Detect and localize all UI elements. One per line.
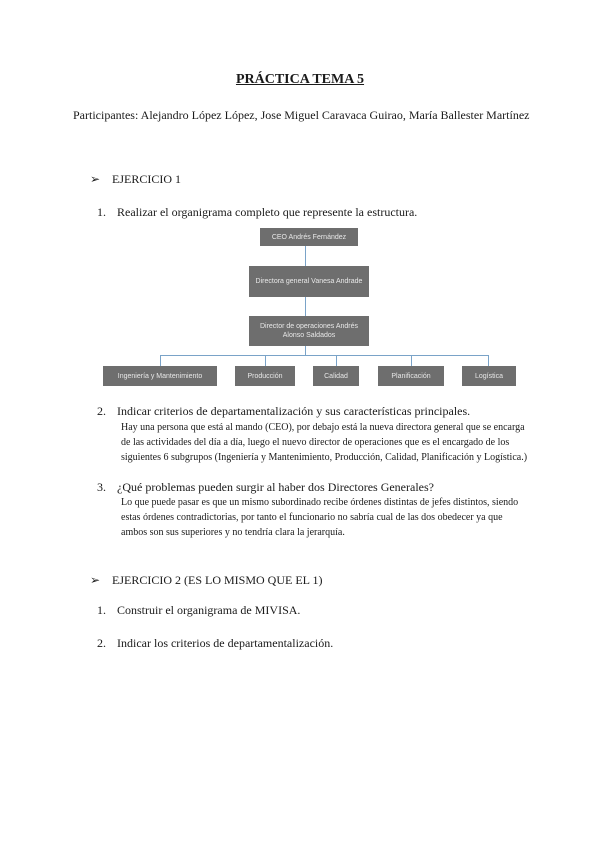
exercise-2-title: EJERCICIO 2 (ES LO MISMO QUE EL 1) — [112, 573, 323, 587]
connector-line — [305, 246, 306, 266]
org-box-department: Ingeniería y Mantenimiento — [103, 366, 217, 386]
exercise-1-title: EJERCICIO 1 — [112, 172, 181, 186]
connector-line — [336, 355, 337, 366]
item-text: Construir el organigrama de MIVISA. — [117, 603, 301, 617]
item-number: 1. — [97, 205, 106, 219]
item-text: Indicar los criterios de departamentalización. — [117, 636, 334, 650]
org-box-ceo: CEO Andrés Fernández — [260, 228, 358, 246]
org-box-department: Planificación — [378, 366, 444, 386]
page-title: PRÁCTICA TEMA 5 — [235, 72, 365, 87]
item-text: Indicar criterios de departamentalización y sus características principales. — [117, 404, 471, 418]
item-text: ¿Qué problemas pueden surgir al haber dos Directores Generales? — [117, 480, 434, 494]
org-box-director-operaciones: Director de operaciones Andrés Alonso Saldados — [249, 316, 369, 346]
bullet-arrow-icon: ➢ — [90, 573, 101, 587]
connector-line — [265, 355, 266, 366]
connector-line — [488, 355, 489, 366]
exercise-1-heading — [90, 172, 181, 187]
org-box-director-general: Directora general Vanesa Andrade — [249, 266, 369, 297]
item-text: Realizar el organigrama completo que represente la estructura. — [117, 205, 418, 219]
exercise-1-question-3 — [97, 480, 434, 495]
answer-text: Hay una persona que está al mando (CEO), por debajo está la nueva directora general que se encarga de las actividades del día a día, luego el nuevo director de operaciones que es el encargado de los siguientes 6 subgrupos (Ingeniería y Mantenimiento, Producción, Calidad, Planificación y Logística.) — [121, 422, 528, 463]
bullet-arrow-icon: ➢ — [90, 172, 101, 186]
connector-line — [305, 297, 306, 317]
item-number: 2. — [97, 404, 106, 418]
org-box-department: Calidad — [313, 366, 359, 386]
exercise-2-heading — [90, 573, 323, 588]
exercise-1-question-2 — [97, 404, 470, 419]
connector-line — [411, 355, 412, 366]
exercise-2-question-2 — [97, 636, 333, 651]
item-number: 3. — [97, 480, 106, 494]
participants: Participantes: Alejandro López López, Jose Miguel Caravaca Guirao, María Ballester Martínez — [73, 108, 530, 122]
org-box-department: Producción — [235, 366, 295, 386]
connector-line — [160, 355, 161, 366]
item-number: 2. — [97, 636, 106, 650]
connector-line — [160, 355, 489, 356]
org-box-department: Logística — [462, 366, 516, 386]
item-number: 1. — [97, 603, 106, 617]
answer-text: Lo que puede pasar es que un mismo subordinado recibe órdenes distintas de jefes distintos, siendo estas órdenes contradictorias, por tanto el funcionario no sabría cual de las dos obedecer ya que ambos son sus superiores y no tendría clara la jerarquía. — [121, 497, 519, 538]
connector-line — [305, 346, 306, 355]
exercise-1-question-1 — [97, 205, 417, 220]
exercise-2-question-1 — [97, 603, 300, 618]
